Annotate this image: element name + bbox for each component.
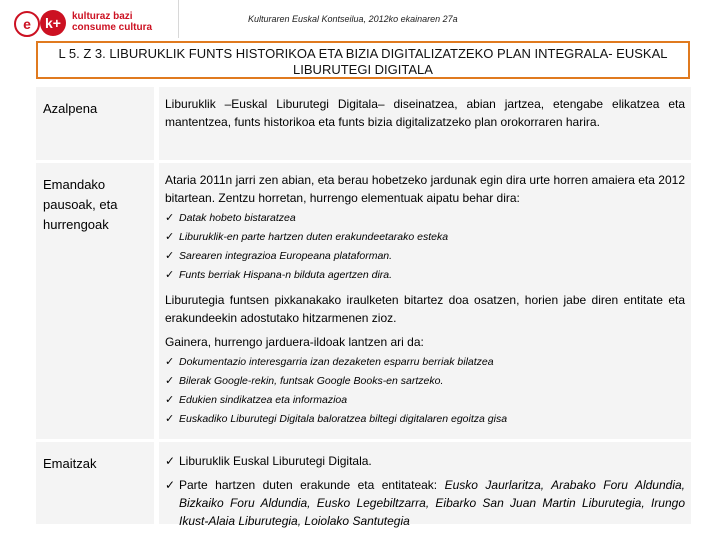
- row-content: [159, 163, 691, 439]
- steps-middle-2: Gainera, hurrengo jarduera-ildoak lantzen ari da:: [165, 335, 424, 349]
- logo-wordmark: [72, 11, 152, 33]
- check-icon: ✓: [165, 394, 175, 406]
- list-item: ✓ Sarearen integrazioa Europeana plataforman.: [165, 247, 685, 266]
- row-label: Emaitzak: [36, 442, 154, 524]
- steps-middle: Liburutegia funtsen pixkanakako iraulketen bitartez doa osatzen, horien jabe diren entitate eta erakundeekin adostutako hitzarmenen zioz.: [165, 293, 685, 325]
- check-icon: ✓: [165, 356, 175, 368]
- results-list: [165, 452, 685, 530]
- list-item: ✓ Euskadiko Liburutegi Digitala baloratzea biltegi digitalaren egoitza gisa: [165, 410, 685, 429]
- logo-mark: [12, 8, 72, 38]
- check-icon: ✓: [165, 269, 175, 281]
- table-row: [36, 442, 691, 528]
- check-icon: ✓: [165, 231, 175, 243]
- row-label: Azalpena: [36, 87, 154, 160]
- list-item: ✓ Datak hobeto bistaratzea: [165, 209, 685, 228]
- list-item: ✓ Bilerak Google-rekin, funtsak Google Books-en sartzeko.: [165, 372, 685, 391]
- check-icon: ✓: [165, 413, 175, 425]
- list-item: ✓ Dokumentazio interesgarria izan dezaketen esparru berriak bilatzea: [165, 353, 685, 372]
- row-label: Emandako pausoak, eta hurrengoak: [36, 163, 154, 439]
- logo-circle-k: k+: [40, 10, 66, 36]
- check-icon: ✓: [165, 375, 175, 387]
- logo-line-1: kulturaz bazi: [72, 11, 133, 22]
- kulturaz-logo: [12, 8, 172, 38]
- check-icon: ✓: [165, 212, 175, 224]
- row-content: [159, 442, 691, 528]
- check-icon: ✓: [165, 454, 176, 468]
- row-content: [159, 87, 691, 160]
- list-item: ✓ Funts berriak Hispana-n bilduta agertzen dira.: [165, 266, 685, 285]
- partner-list: Eusko Jaurlaritza, Arabako Foru Aldundia, Bizkaiko Foru Aldundia, Eusko Legebiltzarra, Eibarko San Juan Martin Liburutegia, Irungo Ikust-Alaia Liburutegia, Loiolako Santutegia: [179, 478, 685, 528]
- logo-line-2: consume cultura: [72, 22, 153, 33]
- check-icon: ✓: [165, 478, 176, 492]
- header-divider: [178, 0, 179, 38]
- info-table: [36, 87, 691, 528]
- table-row: [36, 163, 691, 439]
- table-row: [36, 87, 691, 160]
- list-item: ✓ Liburuklik-en parte hartzen duten erakundeetarako esteka: [165, 228, 685, 247]
- header-note: Kulturaren Euskal Kontseilua, 2012ko ekainaren 27a: [248, 14, 458, 24]
- list-item: ✓ Edukien sindikatzea eta informazioa: [165, 391, 685, 410]
- next-steps-list: [165, 353, 685, 429]
- description-text: Liburuklik –Euskal Liburutegi Digitala– diseinatzea, abian jartzea, etengabe elikatzea eta mantentzea, funts historikoa eta funts bizia digitalizatzeko plan orokorraren harira.: [165, 97, 685, 129]
- list-item: ✓ Liburuklik Euskal Liburutegi Digitala.: [165, 454, 372, 468]
- check-icon: ✓: [165, 250, 175, 262]
- steps-list: [165, 209, 685, 285]
- steps-intro: Ataria 2011n jarri zen abian, eta berau hobetzeko jardunak egin dira urte horren amaiera eta 2012 bitartean. Zentzu horretan, hurrengo elementuak aipatu behar dira:: [165, 173, 685, 205]
- logo-circle-e: e: [14, 11, 40, 37]
- list-item: ✓ Parte hartzen duten erakunde eta entitateak: Eusko Jaurlaritza, Arabako Foru Aldundia, Bizkaiko Foru Aldundia, Eusko Legebiltzarra, Eibarko San Juan Martin Liburutegia, Irungo Ikust-Alaia Liburutegia, Loiolako Santutegia: [165, 478, 685, 528]
- page-title: L 5. Z 3. LIBURUKLIK FUNTS HISTORIKOA ETA BIZIA DIGITALIZATZEKO PLAN INTEGRALA- EUSKAL LIBURUTEGI DIGITALA: [36, 41, 690, 79]
